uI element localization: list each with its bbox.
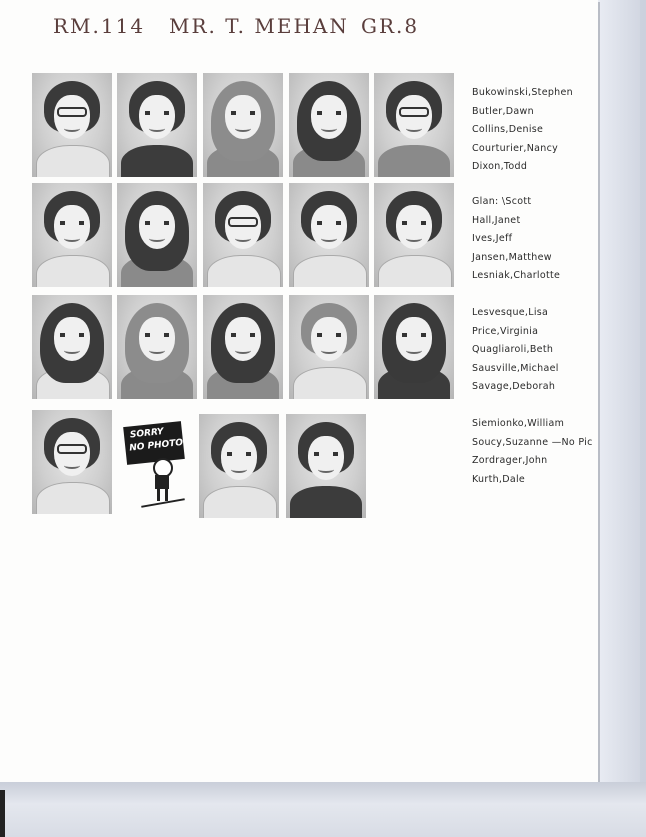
student-photo-lesvesque <box>32 295 112 399</box>
student-photo-zordrager <box>199 414 279 518</box>
student-name: Savage,Deborah <box>472 381 556 392</box>
student-name: Glan: \Scott <box>472 196 532 207</box>
name-list-group-4 <box>472 415 593 489</box>
student-name: Price,Virginia <box>472 325 539 337</box>
student-photo-dixon <box>374 73 454 177</box>
scan-corner-mark <box>0 790 5 837</box>
student-name: Bukowinski,Stephen <box>472 87 573 98</box>
student-name: Collins,Denise <box>472 124 544 135</box>
student-photo-hall <box>117 183 197 287</box>
student-name: Hall,Janet <box>472 214 521 226</box>
page-edge-shadow <box>598 0 640 837</box>
grade-level: GR.8 <box>361 14 420 38</box>
chalkboard-illustration <box>123 421 185 465</box>
student-name: Lesvesque,Lisa <box>472 307 549 318</box>
student-photo-bukowinski <box>32 73 112 177</box>
no-photo-card <box>117 410 199 514</box>
student-name: Butler,Dawn <box>472 105 534 117</box>
no-photo-line1: SORRY <box>129 426 165 441</box>
student-name: Sausville,Michael <box>472 362 559 374</box>
student-photo-butler <box>117 73 197 177</box>
student-name: Siemionko,William <box>472 418 565 429</box>
student-photo-collins <box>203 73 283 177</box>
student-photo-ives <box>203 183 283 287</box>
student-photo-price <box>117 295 197 399</box>
student-photo-lesniak <box>374 183 454 287</box>
student-photo-jansen <box>289 183 369 287</box>
student-photo-savage <box>374 295 454 399</box>
student-name: Ives,Jeff <box>472 233 513 244</box>
student-name: Dixon,Todd <box>472 161 528 172</box>
student-photo-quagliaroli <box>203 295 283 399</box>
student-name: Courturier,Nancy <box>472 142 559 154</box>
room-number: RM.114 <box>53 14 146 38</box>
student-photo-kurth <box>286 414 366 518</box>
name-list-group-1 <box>472 84 573 177</box>
name-list-group-2 <box>472 193 560 286</box>
no-photo-line2: NO PHOTO <box>128 437 184 454</box>
student-name: Kurth,Dale <box>472 473 526 485</box>
student-name: Zordrager,John <box>472 455 548 466</box>
teacher-name: MR. T. MEHAN <box>169 14 349 38</box>
student-name: Jansen,Matthew <box>472 251 552 263</box>
student-photo-glan <box>32 183 112 287</box>
student-name: Quagliaroli,Beth <box>472 344 554 355</box>
name-list-group-3 <box>472 304 559 397</box>
student-photo-siemionko <box>32 410 112 514</box>
student-photo-courturier <box>289 73 369 177</box>
student-name: Soucy,Suzanne —No Pic <box>472 436 593 448</box>
student-name: Lesniak,Charlotte <box>472 270 561 281</box>
student-photo-sausville <box>289 295 369 399</box>
scan-bottom-strip <box>0 782 646 837</box>
